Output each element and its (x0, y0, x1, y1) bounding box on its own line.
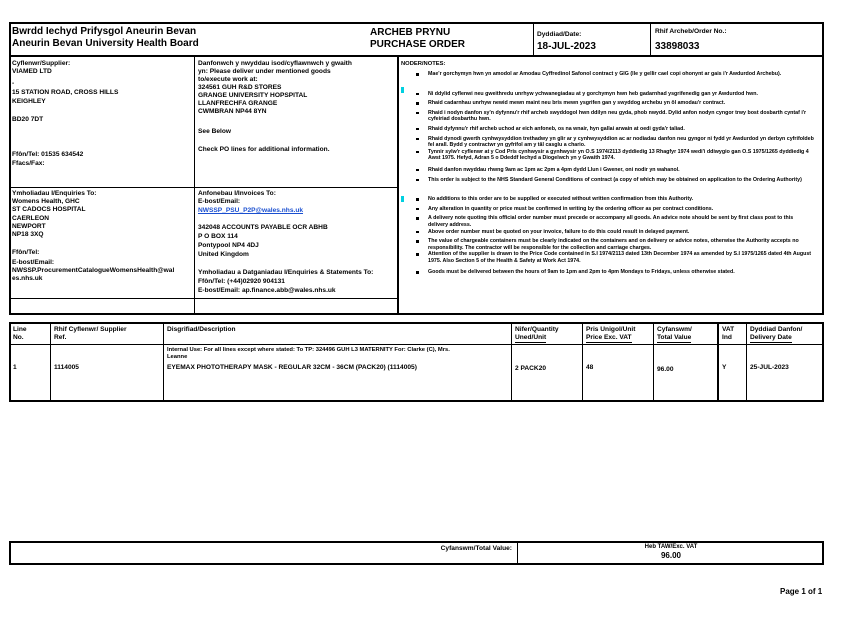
note-item: Rhaid cadarnhau unrhyw newid mewn maint neu bris mewn ysgrifen gan y swyddog archebu yn ôl amodau'r contract. (414, 100, 814, 107)
divider (9, 55, 824, 57)
note-item: Ni ddylid cyflenwi neu gweithredu unrhyw ychwanegiadau at y gorchymyn hwn heb gadarnhad ysgrifenedig gan yr Awdurdod hwn. (414, 91, 814, 98)
note-item: Rhaid dynodi gwerth cynhwysyddion trethadwy yn glir ar y cynhwysyddion ac ar nodiadau danfon neu gyngor ni fydd yr Awdurdod yn derbyn cyfrifoldeb fel arall. Bydd y contractwr yn gyfrifol am y tâl casglu a chario. (414, 136, 814, 149)
note-item: No additions to this order are to be supplied or executed without written confirmation from this Authority. (414, 196, 814, 203)
delivery-line: CWMBRAN NP44 8YN (198, 108, 267, 115)
notes-list (414, 71, 814, 279)
invoices-line: Pontypool NP4 4DJ (198, 242, 259, 249)
delivery-label: to/execute work at: (198, 76, 258, 83)
note-item: This order is subject to the NHS Standard General Conditions of contract (a copy of which may be obtained on application to the Ordering Authority) (414, 177, 814, 184)
supplier-fax: Ffacs/Fax: (12, 160, 45, 167)
cell-description: EYEMAX PHOTOTHERAPY MASK - REGULAR 32CM - 36CM (PACK20) (1114005) (167, 364, 417, 371)
divider (533, 22, 534, 56)
doc-title-english: PURCHASE ORDER (370, 39, 466, 50)
invoices-label: Anfonebau I/Invoices To: (198, 190, 276, 197)
line-items-table (9, 322, 824, 402)
enquiries-email-label: E-bost/Email: (12, 259, 55, 266)
divider (163, 322, 164, 402)
col-ref: Rhif Cyflenwr/ Supplier Ref. (54, 326, 127, 341)
divider (511, 322, 512, 402)
cell-total: 96.00 (657, 366, 674, 373)
divider (397, 56, 399, 314)
divider (9, 298, 398, 299)
divider (650, 22, 651, 56)
check-po-lines: Check PO lines for additional information. (198, 146, 330, 153)
delivery-label: Danfonwch y nwyddau isod/cyflawnwch y gwaith (198, 60, 352, 67)
note-item: Rhaid dyfynnu'r rhif archeb uchod ar eich anfoneb, os na wnair, hyn gallai arwain at oedi gyda'r taliad. (414, 126, 814, 133)
note-item: A delivery note quoting this official order number must precede or accompany all goods. An advice note should be sent by first class post to this delivery address. (414, 215, 814, 228)
total-value: 96.00 (660, 551, 682, 560)
marker (401, 196, 404, 202)
note-item: Attention of the supplier is drawn to the Price Code contained in S.I 1974/2113 dated 13th December 1974 as amended by S.I 1975/1265 dated 4th August 1975. Also Section 5 of the Health & Safety at Work Act 1974. (414, 251, 814, 264)
cell-vat: Y (722, 364, 727, 371)
invoices-line: 342048 ACCOUNTS PAYABLE OCR ABHB (198, 224, 328, 231)
supplier-tel: Ffôn/Tel: 01535 634542 (12, 151, 84, 158)
col-delivery-date: Dyddiad Danfon/ Delivery Date (750, 326, 803, 341)
divider (746, 322, 747, 402)
note-item: Rhaid danfon nwyddau rhwng 9am ac 1pm ac 2pm a 4pm dydd Llun i Gwener, oni nodir yn wahanol. (414, 167, 814, 174)
total-value-label: Cyfanswm/Total Value: (440, 545, 512, 552)
col-total: Cyfanswm/ Total Value (657, 326, 692, 341)
order-no-label: Rhif Archeb/Order No.: (655, 28, 727, 35)
enquiries-tel: Ffôn/Tel: (12, 249, 40, 256)
divider (653, 322, 654, 402)
statements-label: Ymholiadau a Datganiadau I/Enquiries & Statements To: (198, 269, 374, 276)
invoices-email-link[interactable]: NWSSP_PSU_P2P@wales.nhs.uk (198, 207, 304, 214)
col-quantity: Nifer/Quantity Uned/Unit (515, 326, 559, 341)
cell-line: 1 (13, 364, 17, 371)
order-no-value: 33898033 (655, 41, 700, 52)
delivery-line: 324561 GUH R&D STORES (198, 84, 282, 91)
marker (401, 87, 404, 93)
invoices-line: P O BOX 114 (198, 233, 238, 240)
supplier-line: - (12, 80, 15, 87)
note-item: Goods must be delivered between the hours of 9am to 1pm and 2pm to 4pm Mondays to Fridays, unless otherwise stated. (414, 269, 814, 276)
org-name-english: Aneurin Bevan University Health Board (12, 38, 199, 49)
col-vat: VAT Ind (722, 326, 735, 341)
org-name-welsh: Bwrdd Iechyd Prifysgol Aneurin Bevan (12, 26, 197, 37)
note-item: Above order number must be quoted on your invoice, failure to do this could result in delayed payment. (414, 229, 814, 236)
enquiries-label: Ymholiadau I/Enquiries To: (12, 190, 97, 197)
date-label: Dyddiad/Date: (537, 31, 582, 38)
enquiries-line: NEWPORT (12, 223, 46, 230)
date-value: 18-JUL-2023 (537, 41, 596, 52)
divider (717, 322, 719, 402)
cell-delivery-date: 25-JUL-2023 (750, 364, 789, 371)
see-below: See Below (198, 128, 231, 135)
delivery-line: LLANFRECHFA GRANGE (198, 100, 278, 107)
note-item: Any alteration in quantity or price must be confirmed in writing by the ordering officer as per contract conditions. (414, 206, 814, 213)
supplier-line: BD20 7DT (12, 116, 44, 123)
enquiries-email: NWSSP.ProcurementCatalogueWomensHealth@wal (12, 267, 175, 274)
cell-ref: 1114005 (54, 364, 79, 371)
delivery-line: GRANGE UNIVERSITY HOPSPITAL (198, 92, 308, 99)
enquiries-email: es.nhs.uk (12, 275, 43, 282)
divider (9, 344, 824, 345)
divider (582, 322, 583, 402)
divider (194, 56, 195, 314)
note-item: Rhaid i nodyn danfon sy'n dyfynnu'r rhif archeb swyddogol hwn ddilyn neu gyda, phob nwydd. Dylid anfon nodyn cyngor trwy bost dosbarth cyntaf i'r cyfeiriad dosbarthu hwn. (414, 110, 814, 123)
exc-vat-label: Heb TAW/Exc. VAT (644, 544, 698, 550)
enquiries-line: Womens Health, GHC (12, 198, 80, 205)
enquiries-line: NP18 3XQ (12, 231, 44, 238)
col-line: Line No. (13, 326, 27, 341)
delivery-label: yn: Please deliver under mentioned goods (198, 68, 331, 75)
enquiries-line: CAERLEON (12, 215, 49, 222)
note-item: Mae'r gorchymyn hwn yn amodol ar Amodau Cyffredinol Safonol contract y GIG (lle y gellir cael copi ohonynt ar gais i'r Awdurdod Archebu). (414, 71, 814, 78)
cell-quantity: 2 PACK20 (515, 365, 547, 372)
supplier-line: KEIGHLEY (12, 98, 46, 105)
internal-use-note: Internal Use: For all lines except where stated: To TP: 324496 GUH L3 MATERNITY For: Clarke (C), Mrs. Leanne (167, 347, 450, 360)
supplier-label: Cyflenwr/Supplier: (12, 60, 71, 67)
page-number: Page 1 of 1 (780, 587, 823, 596)
enquiries-line: ST CADOCS HOSPITAL (12, 206, 86, 213)
col-unit-price: Pris Unigol/Unit Price Exc. VAT (586, 326, 636, 341)
divider (9, 187, 398, 188)
statements-email: E-bost/Email: ap.finance.abb@wales.nhs.uk (198, 287, 336, 294)
statements-tel: Ffôn/Tel: (+44)02920 904131 (198, 278, 285, 285)
notes-label: NODER/NOTES: (401, 61, 446, 67)
note-item: Tynnir sylw'r cyflenwr at y Cod Pris cynhwysir a gynhwysir yn O.S 1974/2113 dyddiedig 13 Rhagfyr 1974 wedi'i ddiwygio gan O.S 1975/1265 dyddiedig 4 Awst 1975. Hefyd, Adran 5 o Ddeddf Iechyd a Diogelwch yn y Gwaith 1974. (414, 149, 814, 162)
supplier-line: VIAMED LTD (12, 68, 52, 75)
col-description: Disgrifiad/Description (167, 326, 236, 333)
note-item: The value of chargeable containers must be clearly indicated on the containers and on delivery or advice notes, otherwise the Authority accepts no responsibility. The contractor will be responsible for the collection and carriage charges. (414, 238, 814, 251)
invoices-email-label: E-bost/Email: (198, 198, 241, 205)
cell-unit-price: 48 (586, 364, 594, 371)
invoices-line: United Kingdom (198, 251, 249, 258)
divider (50, 322, 51, 402)
supplier-line: 15 STATION ROAD, CROSS HILLS (12, 89, 119, 96)
doc-title-welsh: ARCHEB PRYNU (370, 27, 451, 38)
